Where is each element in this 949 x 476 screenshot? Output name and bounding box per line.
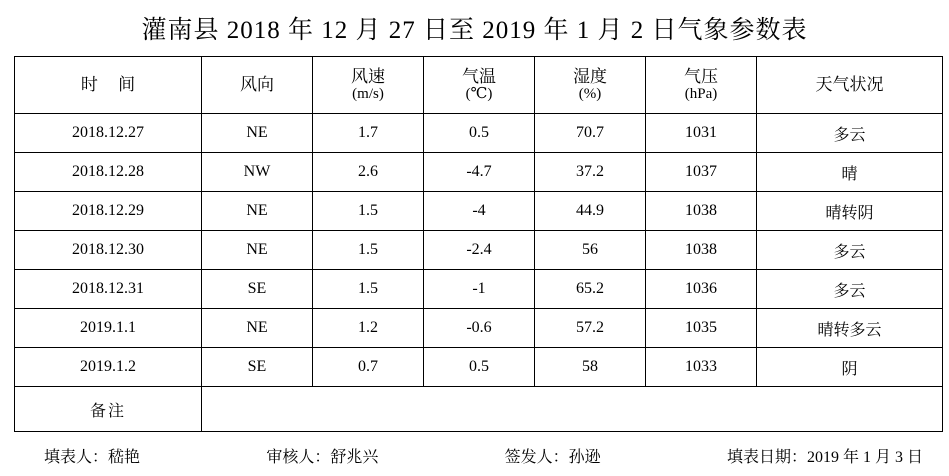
cell-weather: 多云 — [757, 270, 943, 309]
cell-temperature: -2.4 — [424, 231, 535, 270]
column-header-wind-direction: 风向 — [202, 57, 313, 114]
page-title: 灌南县 2018 年 12 月 27 日至 2019 年 1 月 2 日气象参数表 — [141, 17, 808, 44]
cell-wind-speed: 2.6 — [313, 153, 424, 192]
cell-humidity: 70.7 — [535, 114, 646, 153]
remark-label: 备注 — [15, 387, 202, 432]
cell-temperature: -1 — [424, 270, 535, 309]
table-row — [15, 231, 943, 270]
cell-pressure: 1036 — [646, 270, 757, 309]
footer-reviewer: 审核人：舒兆兴 — [266, 449, 379, 466]
table-body — [15, 114, 943, 432]
table-row — [15, 192, 943, 231]
remark-row — [15, 387, 943, 432]
footer-date: 填表日期：2019 年 1 月 3 日 — [726, 449, 923, 466]
cell-wind-direction: NW — [202, 153, 313, 192]
table-row — [15, 114, 943, 153]
cell-wind-speed: 1.2 — [313, 309, 424, 348]
cell-wind-direction: SE — [202, 348, 313, 387]
column-header-humidity: 湿度 (%) — [535, 57, 646, 114]
table-row — [15, 270, 943, 309]
cell-weather: 多云 — [757, 114, 943, 153]
table-row — [15, 153, 943, 192]
cell-date: 2018.12.28 — [15, 153, 202, 192]
cell-temperature: -4 — [424, 192, 535, 231]
cell-weather: 多云 — [757, 231, 943, 270]
cell-weather: 晴 — [757, 153, 943, 192]
cell-wind-speed: 1.5 — [313, 231, 424, 270]
cell-humidity: 37.2 — [535, 153, 646, 192]
table-row — [15, 348, 943, 387]
footer-signatures — [14, 432, 935, 467]
cell-humidity: 65.2 — [535, 270, 646, 309]
cell-pressure: 1031 — [646, 114, 757, 153]
cell-pressure: 1035 — [646, 309, 757, 348]
cell-wind-speed: 1.5 — [313, 192, 424, 231]
cell-wind-direction: NE — [202, 231, 313, 270]
cell-weather: 晴转多云 — [757, 309, 943, 348]
table-header-row — [15, 57, 943, 114]
footer-filler: 填表人：嵇艳 — [44, 449, 141, 466]
column-header-time: 时 间 — [15, 57, 202, 114]
footer-issuer: 签发人：孙逊 — [504, 449, 601, 466]
cell-wind-direction: SE — [202, 270, 313, 309]
cell-humidity: 58 — [535, 348, 646, 387]
cell-wind-speed: 1.5 — [313, 270, 424, 309]
cell-temperature: 0.5 — [424, 348, 535, 387]
table-header — [15, 57, 943, 114]
cell-wind-direction: NE — [202, 114, 313, 153]
column-header-wind-speed: 风速 (m/s) — [313, 57, 424, 114]
cell-weather: 阴 — [757, 348, 943, 387]
table-row — [15, 309, 943, 348]
column-header-weather: 天气状况 — [757, 57, 943, 114]
cell-wind-direction: NE — [202, 192, 313, 231]
cell-date: 2018.12.29 — [15, 192, 202, 231]
cell-temperature: -0.6 — [424, 309, 535, 348]
cell-humidity: 57.2 — [535, 309, 646, 348]
cell-date: 2018.12.27 — [15, 114, 202, 153]
cell-wind-speed: 0.7 — [313, 348, 424, 387]
cell-humidity: 56 — [535, 231, 646, 270]
cell-date: 2019.1.2 — [15, 348, 202, 387]
cell-temperature: 0.5 — [424, 114, 535, 153]
cell-humidity: 44.9 — [535, 192, 646, 231]
cell-wind-speed: 1.7 — [313, 114, 424, 153]
weather-parameters-table — [14, 56, 943, 432]
cell-date: 2019.1.1 — [15, 309, 202, 348]
cell-pressure: 1033 — [646, 348, 757, 387]
column-header-pressure: 气压 (hPa) — [646, 57, 757, 114]
cell-date: 2018.12.31 — [15, 270, 202, 309]
cell-weather: 晴转阴 — [757, 192, 943, 231]
remark-value — [202, 387, 943, 432]
cell-date: 2018.12.30 — [15, 231, 202, 270]
column-header-temperature: 气温 (℃) — [424, 57, 535, 114]
cell-pressure: 1038 — [646, 231, 757, 270]
cell-wind-direction: NE — [202, 309, 313, 348]
cell-pressure: 1038 — [646, 192, 757, 231]
cell-pressure: 1037 — [646, 153, 757, 192]
cell-temperature: -4.7 — [424, 153, 535, 192]
